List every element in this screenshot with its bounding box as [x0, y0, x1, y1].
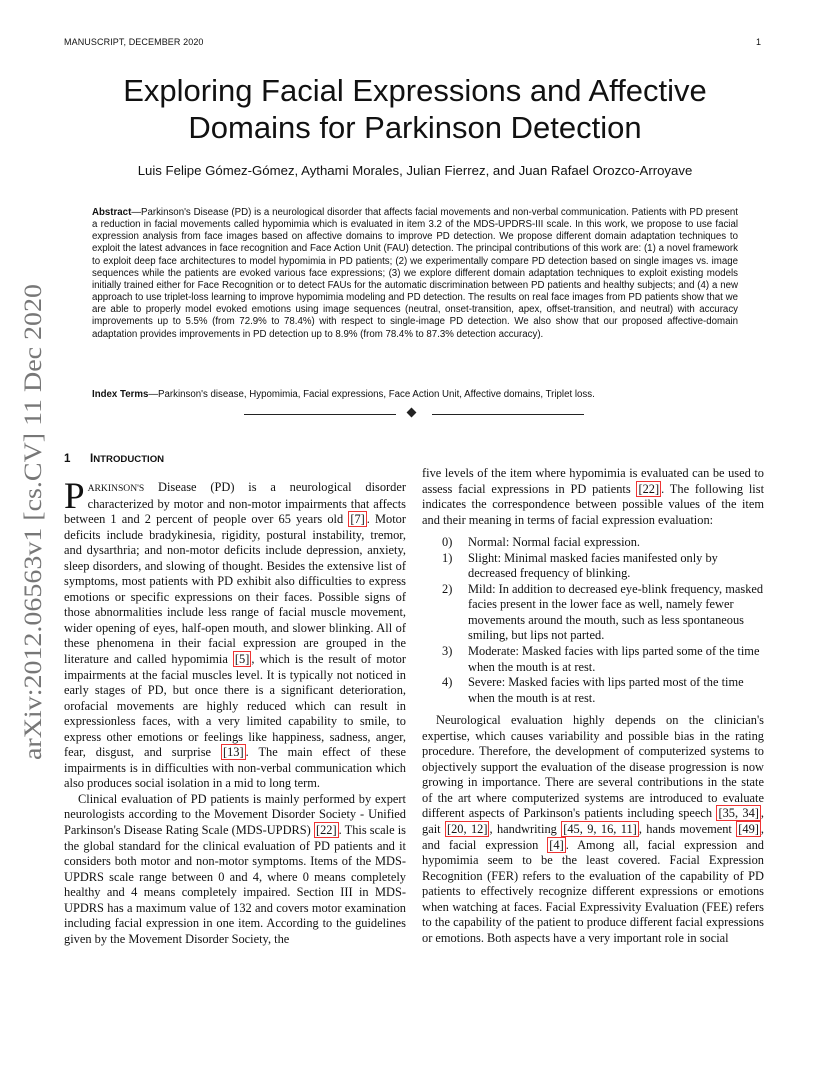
section-divider	[244, 407, 584, 421]
list-item-number: 3)	[442, 644, 453, 659]
text-run: Clinical evaluation of PD patients is mainly performed by expert neurologists according to the Movement Disorder Society - Unified Parkinson's Disease Rating Scale (MDS-UPDRS)	[64, 791, 406, 838]
list-item-text: Slight: Minimal masked facies manifested only by decreased frequency of blinking.	[468, 550, 718, 581]
citation-link[interactable]: [45, 9, 16, 11]	[563, 822, 637, 837]
citation-link[interactable]: [4]	[549, 837, 564, 852]
text-run: , and facial expression	[422, 822, 765, 852]
text-run: . The following list indicates the correspondence between possible values of the item and their meaning in terms of facial expression evaluation:	[422, 481, 765, 527]
divider-line-left	[244, 414, 396, 415]
citation-link[interactable]: [13]	[222, 745, 244, 760]
text-run: Disease (PD) is a neurological disorder characterized by motor and non-motor impairments that affects between 1 and 2 percent of people over 65 years old	[64, 480, 406, 527]
text-run: , handwriting	[489, 822, 562, 837]
hypomimia-level-list	[422, 535, 764, 706]
list-item-text: Moderate: Masked facies with lips parted some of the time when the mouth is at rest.	[468, 644, 760, 674]
running-head: MANUSCRIPT, DECEMBER 2020	[64, 37, 204, 47]
citation-link[interactable]: [35, 34]	[718, 806, 759, 821]
citation-link[interactable]: [22]	[638, 481, 660, 496]
section-heading	[64, 452, 164, 465]
left-column	[64, 476, 407, 947]
list-item	[442, 644, 764, 675]
list-item	[442, 675, 764, 706]
text-run: , gait	[422, 806, 764, 837]
list-item-text: Severe: Masked facies with lips parted most of the time when the mouth is at rest.	[468, 675, 744, 705]
text-run: . The main effect of these impairments is in difficulties with non-verbal communication which also produces social isolation in a mid to long term.	[64, 745, 407, 791]
section-number: 1	[64, 452, 71, 465]
drop-cap: P	[64, 476, 85, 517]
arxiv-stamp-text: arXiv:2012.06563v1 [cs.CV] 11 Dec 2020	[20, 334, 47, 760]
list-item-number: 2)	[442, 581, 453, 596]
citation-link[interactable]: [22]	[315, 823, 337, 838]
right-column	[422, 466, 764, 946]
list-item	[442, 535, 764, 551]
paragraph	[422, 713, 764, 946]
section-title-initial: I	[90, 452, 94, 465]
list-item-text: Mild: In addition to decreased eye-blink frequency, masked facies present in the lower face as well, namely fewer movements around the mouth, such as less spontaneous smiling, but lips not parted.	[468, 581, 764, 643]
section-title-rest: NTRODUCTION	[93, 454, 165, 465]
list-item-number: 4)	[442, 675, 453, 690]
list-item-text: Normal: Normal facial expression.	[468, 535, 641, 550]
index-terms	[92, 389, 738, 401]
smallcaps-word: ARKINSON'S	[87, 483, 145, 494]
diamond-icon	[407, 408, 417, 418]
list-item-number: 1)	[442, 550, 453, 565]
arxiv-stamp	[14, 284, 50, 760]
paragraph	[64, 792, 406, 947]
paragraph	[64, 476, 407, 792]
divider-line-right	[432, 414, 584, 415]
text-run: , which is the result of motor impairments at the facial muscles level. It is typically not noticed in early stages of PD, but once there is a significant deterioration, orofacial movements are highly reduced which can result in expressionless faces, with a very limited capability to smile, to express other emotions or feelings like happiness, sadness, anger, fear, disgust, and surprise	[64, 652, 406, 760]
list-item-number: 0)	[442, 535, 453, 550]
abstract	[92, 207, 738, 341]
abstract-label: Abstract	[92, 207, 132, 218]
text-run: , hands movement	[638, 822, 737, 837]
author-list: Luis Felipe Gómez-Gómez, Aythami Morales, Julian Fierrez, and Juan Rafael Orozco-Arroyave	[137, 163, 693, 178]
text-run: Neurological evaluation highly depends on the clinician's expertise, which causes variability and possible bias in the rating procedure. Therefore, the development of computerized systems to objectively support the evaluation of the disease progression is now growing in importance. There are several contributions in the state of the art where computerized systems are introduced to evaluate different aspects of Parkinson's patients including speech	[422, 713, 764, 821]
abstract-text: —Parkinson's Disease (PD) is a neurological disorder that affects facial movements and non-verbal communication. Patients with PD present a reduction in facial movements called hypomimia which is evaluated in item 3.2 of the MDS-UPDRS-III scale. In this work, we propose to use facial expression analysis from face images based on affective domains to improve PD detection. We propose different domain adaptation techniques to exploit the latest advances in face recognition and Face Action Unit (FAU) detection. The principal contributions of this work are: (1) a novel framework to exploit deep face architectures to model hypomimia in PD patients; (2) we experimentally compare PD detection based on single images vs. image sequences while the patients are evoked various face expressions; (3) we explore different domain adaptation techniques to exploit existing models initially trained either for Face Recognition or to detect FAUs for the automatic discrimination between PD patients and healthy subjects; and (4) a new approach to use triplet-loss learning to improve hypomimia modeling and PD detection. The results on real face images from PD patients show that we are able to properly model evoked emotions using image sequences (neutral, onset-transition, apex, offset-transition, and neutral) with accuracy improvements up to 5.5% (from 72.9% to 78.4%) with respect to single-image PD detection. We also show that our proposed affective-domain adaptation provides improvements in PD detection up to 8.9% (from 78.4% to 87.3% detection accuracy).	[92, 207, 738, 340]
citation-link[interactable]: [7]	[350, 512, 365, 527]
index-terms-text: —Parkinson's disease, Hypomimia, Facial expressions, Face Action Unit, Affective domains, Triplet loss.	[148, 389, 595, 400]
citation-link[interactable]: [20, 12]	[446, 822, 488, 837]
list-item	[442, 582, 764, 644]
text-run: five levels of the item where hypomimia is evaluated can be used to assess facial expressions in PD patients	[422, 466, 764, 496]
text-run: . Motor deficits include bradykinesia, rigidity, postural instability, tremor, and dysarthria; and non-motor deficits include depression, anxiety, sleep disorders, and slowing of thought. Besides the extensive list of symptoms, most patients with PD exhibit also difficulties to express emotions or specific expressions on their faces. Possible signs of those abnormalities include less range of facial muscle movement, wider opening of eyes, half-open mouth, and slower blinking. All of these phenomena in their facial expression are grouped in the literature and called hypomimia	[64, 512, 406, 667]
page-number: 1	[756, 37, 762, 47]
text-run: . This scale is the global standard for the clinical evaluation of PD patients and it considers both motor and non-motor symptoms. Items of the MDS-UPDRS scale range between 0 and 4, where 0 means completely healthy and 4 means completely impaired. Section III in MDS-UPDRS has a maximum value of 132 and covers motor examination including facial expression in one item. According to the guidelines given by the Movement Disorder Society, the	[64, 823, 406, 946]
paragraph	[422, 466, 764, 528]
index-terms-label: Index Terms	[92, 389, 149, 400]
text-run: . Among all, facial expression and hypomimia seem to be the least covered. Facial Expression Recognition (FER) refers to the evaluation of the capability of PD patients to effectively recognize different expressions or emotions when watching at faces. Facial Expressivity Evaluation (FEE) refers to the capability of the patient to produce different facial expressions or emotions. Both aspects have a very important role in social	[422, 837, 764, 945]
paper-title: Exploring Facial Expressions and Affective Domains for Parkinson Detection	[123, 73, 707, 145]
list-item	[442, 551, 764, 582]
citation-link[interactable]: [49]	[738, 822, 759, 837]
citation-link[interactable]: [5]	[234, 652, 250, 667]
